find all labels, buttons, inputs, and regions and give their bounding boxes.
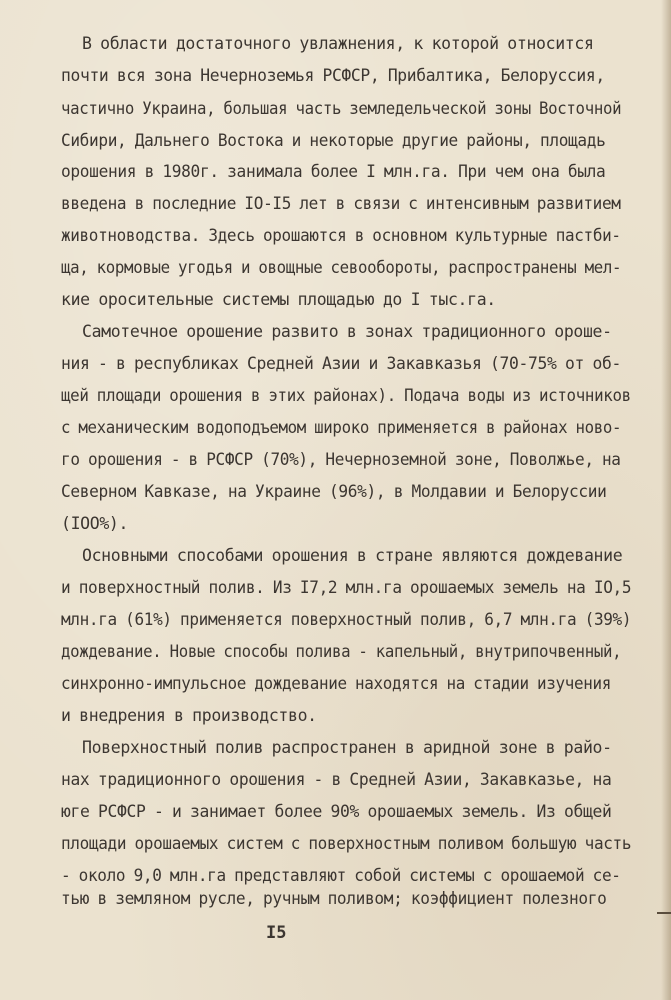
text-line: го орошения - в РСФСР (70%), Нечерноземной зоне, Поволжье, на	[61, 450, 621, 469]
text-line: дождевание. Новые способы полива - капельный, внутрипочвенный,	[61, 642, 622, 661]
text-line: юге РСФСР - и занимает более 90% орошаемых земель. Из общей	[61, 802, 612, 821]
text-line: животноводства. Здесь орошаются в основном культурные пастби-	[61, 226, 621, 245]
text-line: и внедрения в производство.	[61, 706, 317, 725]
text-line: Самотечное орошение развито в зонах традиционного ороше-	[82, 322, 612, 341]
text-line: - около 9,0 млн.га представляют собой системы с орошаемой се-	[61, 866, 621, 885]
text-line: почти вся зона Нечерноземья РСФСР, Прибалтика, Белоруссия,	[61, 66, 605, 85]
text-line: и поверхностный полив. Из I7,2 млн.га орошаемых земель на IO,5	[61, 578, 632, 597]
text-line: В области достаточного увлажнения, к которой относится	[82, 34, 594, 53]
text-line: введена в последние IO-I5 лет в связи с интенсивным развитием	[61, 194, 621, 213]
text-line: Поверхностный полив распространен в аридной зоне в райо-	[82, 738, 612, 757]
text-line: орошения в 1980г. занимала более I млн.га. При чем она была	[61, 162, 606, 181]
page-number: I5	[266, 923, 287, 943]
text-line: ния - в республиках Средней Азии и Закавказья (70-75% от об-	[61, 354, 622, 373]
text-line: Основными способами орошения в стране являются дождевание	[82, 546, 623, 565]
text-line: ща, кормовые угодья и овощные севообороты, распространены мел-	[61, 258, 622, 277]
text-line: синхронно-импульсное дождевание находятся на стадии изучения	[61, 674, 612, 693]
text-line: частично Украина, большая часть земледельческой зоны Восточной	[61, 99, 622, 118]
text-line: Сибири, Дальнего Востока и некоторые другие районы, площадь	[61, 131, 606, 150]
text-line: нах традиционного орошения - в Средней Азии, Закавказье, на	[61, 770, 612, 789]
text-line: кие оросительные системы площадью до I тыс.га.	[61, 290, 496, 309]
text-line: млн.га (61%) применяется поверхностный полив, 6,7 млн.га (39%)	[61, 610, 632, 629]
text-line: тью в земляном русле, ручным поливом; коэффициент полезного	[61, 889, 607, 908]
text-line: (IOO%).	[61, 514, 129, 533]
text-line: площади орошаемых систем с поверхностным поливом большую часть	[61, 834, 632, 853]
text-line: с механическим водоподъемом широко применяется в районах ново-	[61, 418, 622, 437]
text-line: щей площади орошения в этих районах). Подача воды из источников	[61, 386, 631, 405]
text-line: Северном Кавказе, на Украине (96%), в Молдавии и Белоруссии	[61, 482, 607, 501]
